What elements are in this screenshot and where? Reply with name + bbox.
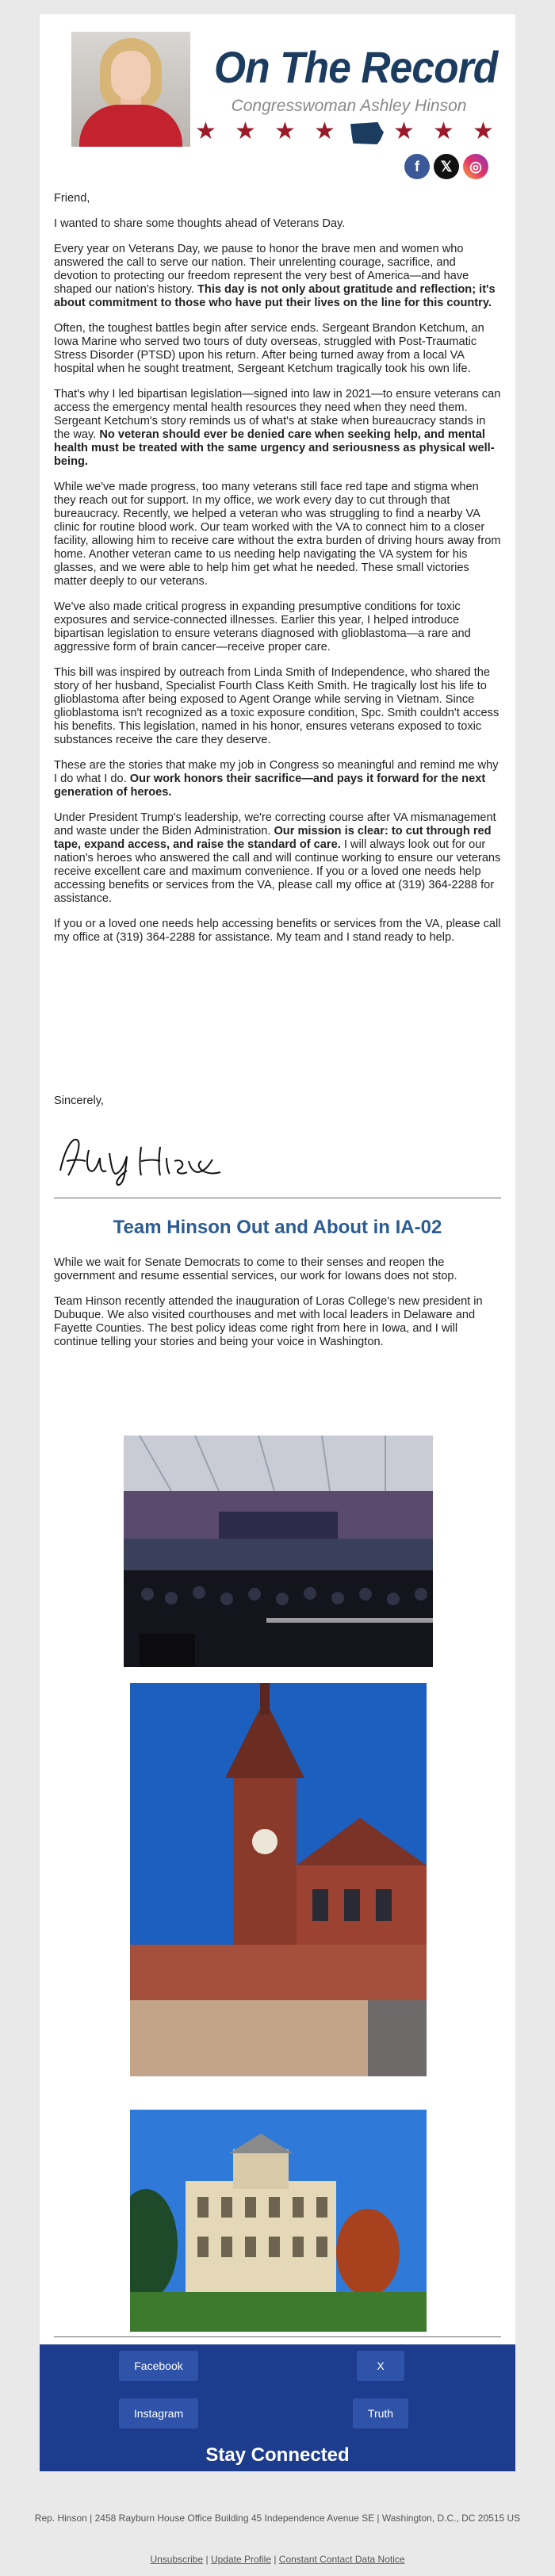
newsletter-title: On The Record bbox=[214, 42, 498, 92]
star-icon: ★ bbox=[235, 118, 256, 144]
paragraph: While we wait for Senate Democrats to come to their senses and reopen the government and resume essential services, our work for Iowans does not stop. bbox=[54, 1256, 457, 1282]
paragraph: That's why I led bipartisan legislation—signed into law in 2021—to ensure veterans can access the emergency mental health resources they need when they need them. Sergeant Ketchum's story reminds us of what's at stake when bureaucracy stands in the way. No veteran should ever be denied care when seeking help, and mental health must be treated with the same urgency and seriousness as physical well-being. bbox=[54, 388, 501, 468]
paragraph: Every year on Veterans Day, we pause to honor the brave men and women who answered the call to serve our nation. Their unrelenting courage, sacrifice, and devotion to protecting our freedom represent the very best of America—and have shaped our nation's history. This day is not only about gratitude and reflection; it's about commitment to those who have put their lives on the line for this country. bbox=[54, 243, 496, 309]
section-title: Team Hinson Out and About in IA-02 bbox=[113, 1217, 442, 1238]
header-banner bbox=[40, 14, 515, 185]
congresswoman-portrait bbox=[71, 32, 190, 147]
signature bbox=[54, 1126, 228, 1190]
x-icon[interactable]: 𝕏 bbox=[434, 154, 459, 179]
greeting: Friend, bbox=[54, 192, 90, 205]
update-profile-link[interactable]: Update Profile bbox=[210, 2554, 271, 2565]
instagram-button[interactable]: Instagram bbox=[119, 2398, 198, 2428]
instagram-icon[interactable]: ◎ bbox=[463, 154, 488, 179]
inauguration-photo bbox=[124, 1436, 433, 1667]
paragraph: While we've made progress, too many veterans still face red tape and stigma when they reach out for support. In my office, we work every day to cut through that bureaucracy. Recently, we helped a veteran who was struggling to find a nearby VA clinic for routine blood work. Our team worked with the VA to connect him to a closer facility, allowing him to receive care without the extra burden of driving hours away from home. Another veteran came to us needing help navigating the VA system for his glasses, and we were able to help him get what he needed. These small victories matter deeply to our veterans. bbox=[54, 481, 501, 588]
star-icon: ★ bbox=[314, 118, 335, 144]
unsubscribe-link[interactable]: Unsubscribe bbox=[150, 2554, 204, 2565]
star-row bbox=[195, 118, 496, 148]
iowa-state-icon bbox=[350, 122, 384, 144]
facebook-icon[interactable]: f bbox=[404, 154, 430, 179]
paragraph: We've also made critical progress in expanding presumptive conditions for toxic exposures and service-connected illnesses. Earlier this year, I helped introduce bipartisan legislation to ensure veterans diagnosed with glioblastoma—a rare and aggressive form of brain cancer—receive proper care. bbox=[54, 600, 471, 654]
mailing-address: Rep. Hinson | 2458 Rayburn House Office Building 45 Independence Avenue SE | Washington, D.C., DC 20515 US bbox=[34, 2513, 521, 2524]
paragraph: This bill was inspired by outreach from Linda Smith of Independence, who shared the story of her husband, Specialist Fourth Class Keith Smith. He tragically lost his life to glioblastoma after being exposed to Agent Orange while serving in Vietnam. Since glioblastoma isn't recognized as a toxic exposure condition, Spc. Smith couldn't access his benefits. This legislation, named in his honor, ensures veterans exposed to toxic substances receive the care they deserve. bbox=[54, 666, 500, 746]
truth-button[interactable]: Truth bbox=[353, 2398, 408, 2428]
intro: I wanted to share some thoughts ahead of Veterans Day. bbox=[54, 217, 346, 230]
star-icon: ★ bbox=[274, 118, 296, 144]
paragraph: If you or a loved one needs help accessing benefits or services from the VA, please call my office at (319) 364-2288 for assistance. My team and I stand ready to help. bbox=[54, 918, 501, 944]
facebook-button[interactable]: Facebook bbox=[119, 2351, 198, 2381]
data-notice-link[interactable]: Constant Contact Data Notice bbox=[278, 2554, 405, 2565]
star-icon: ★ bbox=[195, 118, 216, 144]
fayette-courthouse-photo bbox=[130, 2110, 427, 2332]
newsletter-card bbox=[40, 14, 515, 2471]
footer-social-band bbox=[40, 2344, 515, 2471]
closing: Sincerely, bbox=[54, 1094, 104, 1107]
newsletter-subtitle: Congresswoman Ashley Hinson bbox=[231, 97, 467, 115]
paragraph: Team Hinson recently attended the inauguration of Loras College's new president in Dubuque. We also visited courthouses and met with local leaders in Delaware and Fayette Counties. The best policy ideas come right from here in Iowa, and I will continue telling your stories and being your voice in Washington. bbox=[54, 1295, 483, 1348]
star-icon: ★ bbox=[473, 118, 494, 144]
star-icon: ★ bbox=[433, 118, 454, 144]
star-icon: ★ bbox=[393, 118, 415, 144]
section-body bbox=[54, 1256, 501, 1361]
social-links bbox=[404, 154, 492, 181]
stay-connected-heading: Stay Connected bbox=[205, 2444, 350, 2466]
x-button[interactable]: X bbox=[357, 2351, 404, 2381]
paragraph: Under President Trump's leadership, we're correcting course after VA mismanagement and waste under the Biden Administration. Our mission is clear: to cut through red tape, expand access, and raise the standard of care. I will always look out for our nation's heroes who answered the call and will continue working to ensure our veterans receive excellent care and maximum convenience. If you or a loved one needs help accessing benefits or services from the VA, please call my office at (319) 364-2288 for assistance. bbox=[54, 811, 501, 905]
divider bbox=[54, 2336, 501, 2337]
paragraph: Often, the toughest battles begin after service ends. Sergeant Brandon Ketchum, an Iowa Marine who served two tours of duty overseas, struggled with Post-Traumatic Stress Disorder (PTSD) upon his return. After being turned away from a local VA hospital when he sought treatment, Sergeant Ketchum tragically took his own life. bbox=[54, 322, 484, 375]
footer-links: Unsubscribe | Update Profile | Constant Contact Data Notice bbox=[150, 2554, 405, 2565]
letter-body bbox=[54, 192, 501, 956]
paragraph: These are the stories that make my job in Congress so meaningful and remind me why I do what I do. Our work honors their sacrifice—and pays it forward for the next generation of heroes. bbox=[54, 759, 499, 799]
courthouse-tower-photo bbox=[130, 1683, 427, 2076]
